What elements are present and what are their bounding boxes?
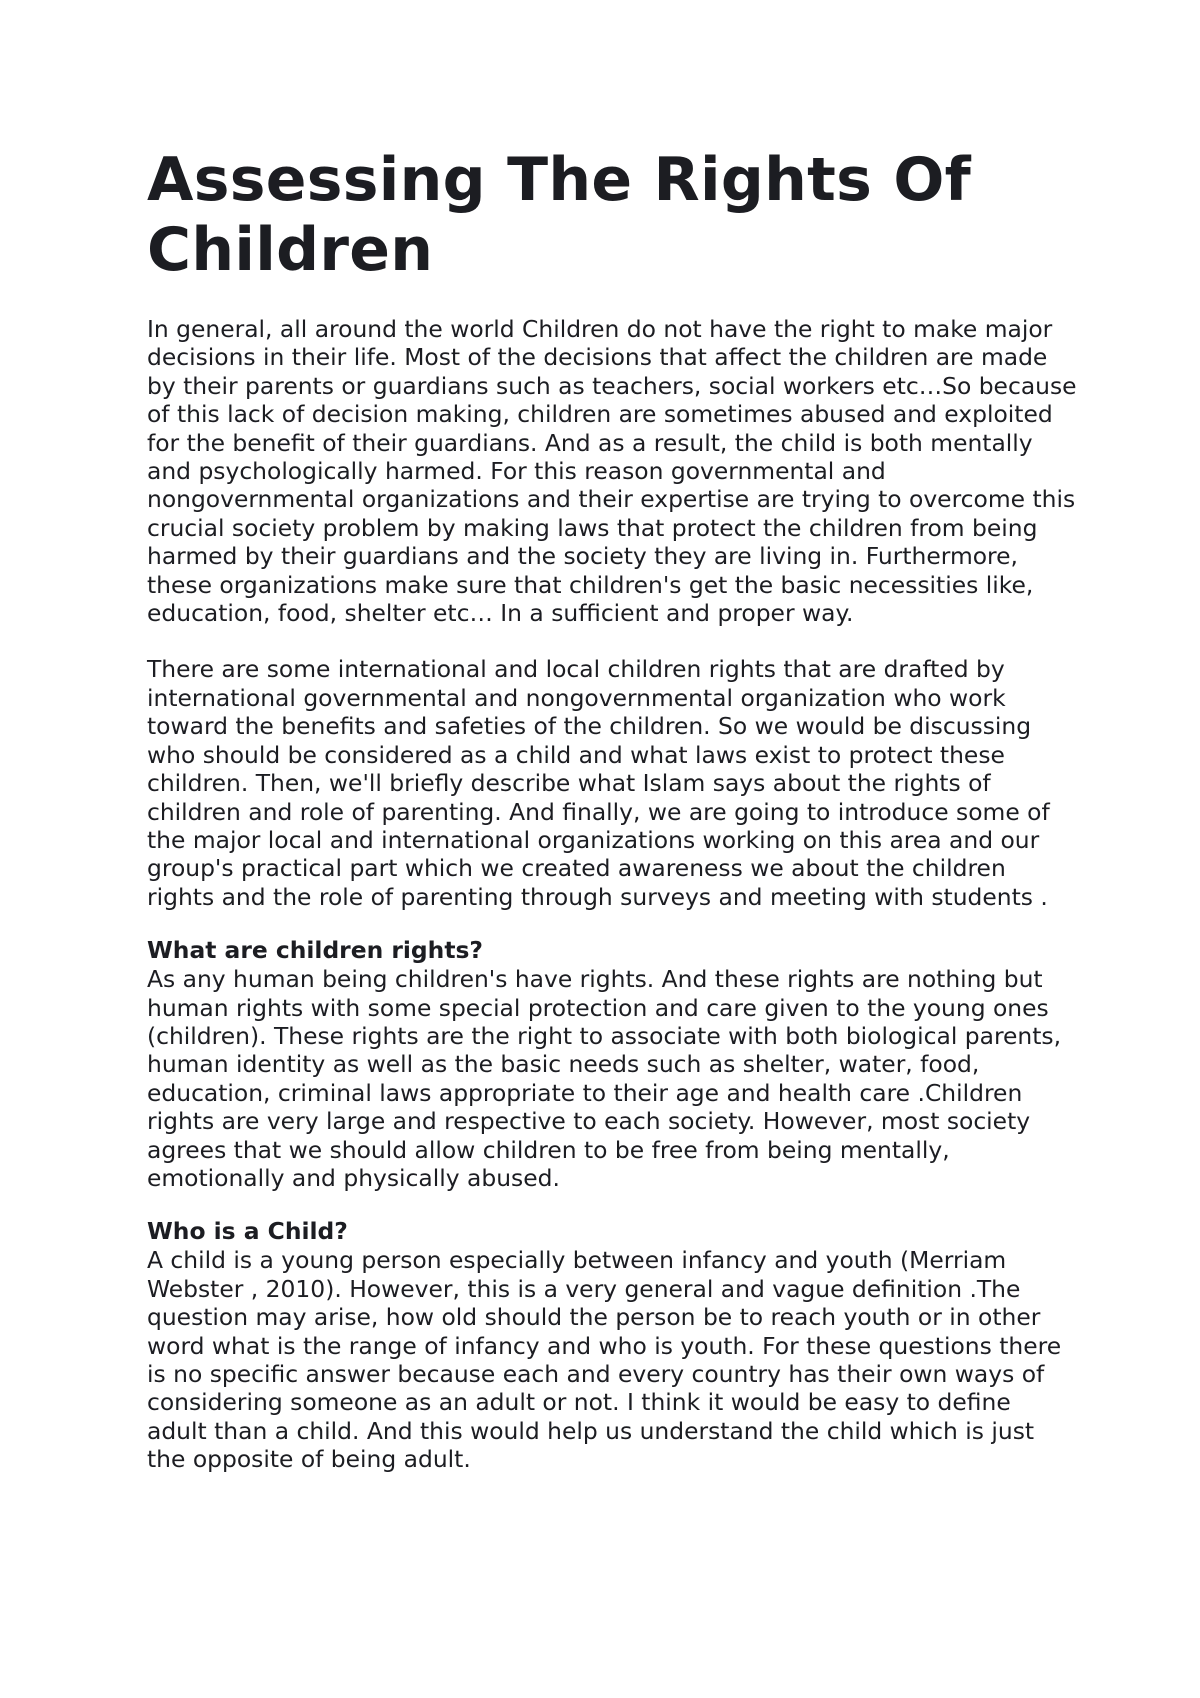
- intro-paragraph-2: There are some international and local children rights that are drafted by international governmental and nongovernmental organization who work toward the benefits and safeties of the children. So we would be discussing who should be considered as a child and what laws exist to protect these children. Then, we'll briefly describe what Islam says about the rights of children and role of parenting. And finally, we are going to introduce some of the major local and international organizations working on this area and our group's practical part which we created awareness we about the children rights and the role of parenting through surveys and meeting with students .: [147, 655, 1050, 911]
- intro-paragraph-1: In general, all around the world Children do not have the right to make major decisions in their life. Most of the decisions that affect the children are made by their parents or guardians such as teachers, social workers etc…So because of this lack of decision making, children are sometimes abused and exploited for the benefit of their guardians. And as a result, the child is both mentally and psychologically harmed. For this reason governmental and nongovernmental organizations and their expertise are trying to overcome this crucial society problem by making laws that protect the children from being harmed by their guardians and the society they are living in. Furthermore, these organizations make sure that children's get the basic necessities like, education, food, shelter etc… In a sufficient and proper way.: [147, 315, 1077, 628]
- document-page: [147, 145, 1077, 1502]
- section-heading: What are children rights?: [147, 936, 484, 965]
- section-body: As any human being children's have rights. And these rights are nothing but human rights with some special protection and care given to the young ones (children). These rights are the right to associate with both biological parents, human identity as well as the basic needs such as shelter, water, food, education, criminal laws appropriate to their age and health care .Children rights are very large and respective to each society. However, most society agrees that we should allow children to be free from being mentally, emotionally and physically abused.: [147, 965, 1062, 1192]
- section-who-is-child: [147, 1216, 1077, 1473]
- section-body: A child is a young person especially between infancy and youth (Merriam Webster , 2010). However, this is a very general and vague definition .The question may arise, how old should the person be to reach youth or in other word what is the range of infancy and who is youth. For these questions there is no specific answer because each and every country has their own ways of considering someone as an adult or not. I think it would be easy to define adult than a child. And this would help us understand the child which is just the opposite of being adult.: [147, 1246, 1062, 1474]
- section-heading: Who is a Child?: [147, 1217, 348, 1246]
- document-title: Assessing The Rights Of Children: [147, 145, 972, 285]
- section-children-rights: [147, 935, 1077, 1192]
